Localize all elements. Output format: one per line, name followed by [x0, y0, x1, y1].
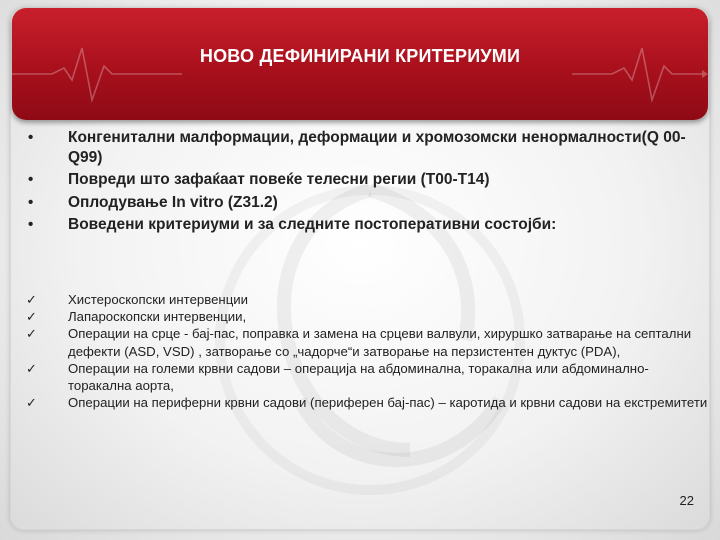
bullet-icon: •: [28, 216, 34, 233]
page-number: 22: [679, 493, 694, 508]
main-bullet-list: [26, 128, 708, 238]
slide-title: НОВО ДЕФИНИРАНИ КРИТЕРИУМИ: [199, 46, 521, 66]
checkmark-icon: ✓: [26, 395, 37, 411]
checkmark-icon: ✓: [26, 309, 37, 325]
bullet-icon: •: [28, 129, 34, 146]
list-item: • Воведени критериуми и за следните постоперативни состојби:: [28, 216, 557, 233]
bullet-icon: •: [28, 171, 34, 188]
list-item: • Конгенитални малформации, деформации и хромозомски ненормалности(Q 00-Q99): [28, 129, 686, 166]
checkmark-icon: ✓: [26, 326, 37, 342]
list-item: • Оплодување In vitro (Z31.2): [28, 193, 278, 211]
list-item: ✓ Хистероскопски интервенции: [26, 292, 249, 307]
checkmark-icon: ✓: [26, 292, 37, 307]
list-item: ✓ Операции на големи крвни садови – операција на абдоминална, торакална или абдоминално-торакална аорта,: [26, 360, 649, 394]
list-item: ✓ Операции на периферни крвни садови (периферен бај-пас) – каротида и крвни садови на екстремитети: [26, 395, 708, 411]
checkmark-icon: ✓: [26, 360, 37, 376]
list-item: ✓ Операции на срце - бај-пас, поправка и замена на срцеви валвули, хируршко затварање на септални дефекти (ASD, VSD) , затворање со „чадорче“и затворање на перзистентен дуктус (PDA),: [26, 326, 692, 359]
checkmark-list: [26, 291, 708, 411]
list-item: ✓ Лапароскопски интервенции,: [26, 309, 247, 325]
bullet-icon: •: [28, 193, 34, 211]
list-item: • Повреди што зафаќаат повеќе телесни регии (T00-T14): [28, 171, 490, 188]
